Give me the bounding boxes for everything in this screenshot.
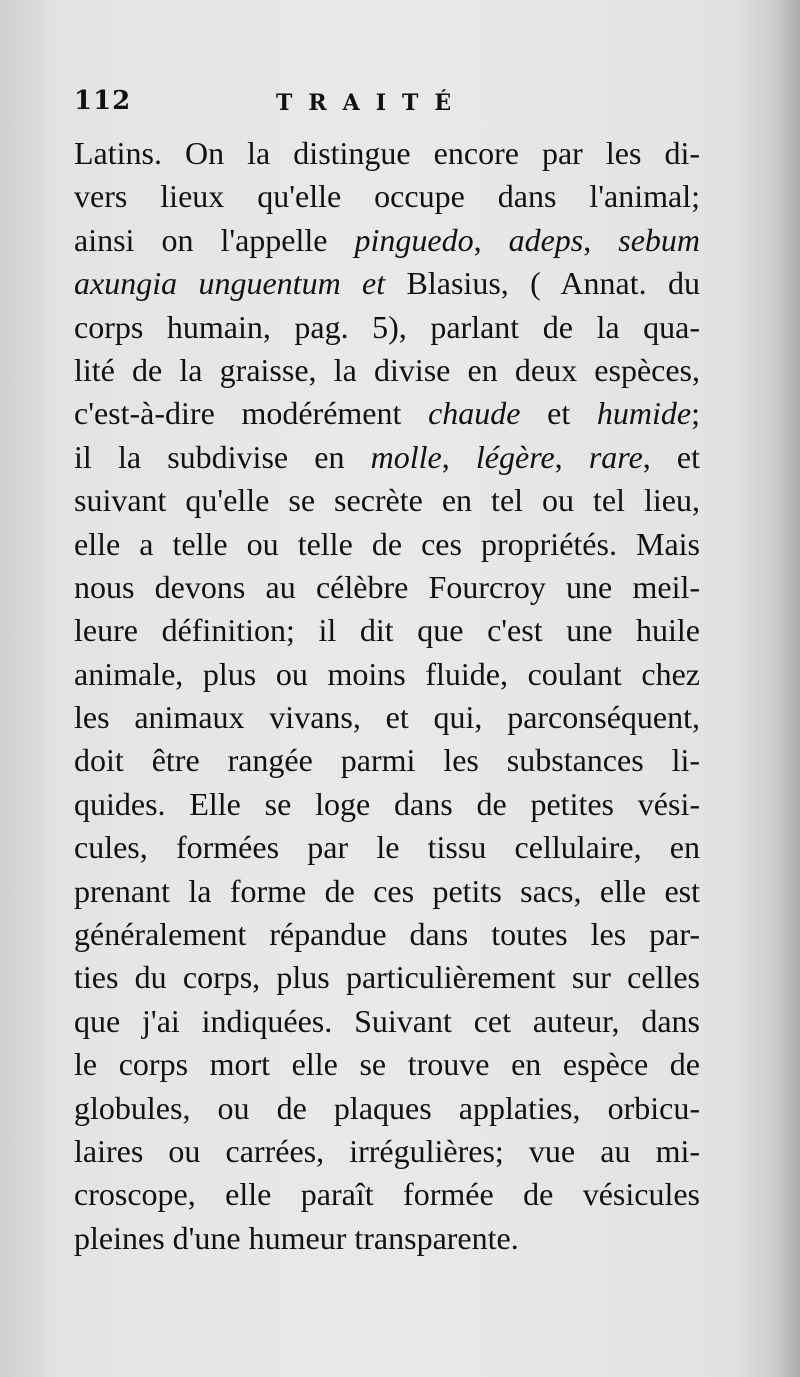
text-segment: leure définition; il dit que c'est une huile [74,612,700,649]
text-segment: Blasius, ( Annat. du [385,265,700,302]
text-segment: que j'ai indiquées. Suivant cet auteur, dans [74,1002,700,1039]
text-segment: le corps mort elle se trouve en espèce de [74,1046,700,1083]
text-line [74,436,700,479]
italic-text: axungia unguentum et [74,265,386,302]
text-segment: pleines d'une humeur transparente. [74,1219,519,1256]
text-line [74,349,700,392]
text-line [74,739,700,782]
text-line [74,392,700,435]
italic-text: molle [370,438,442,475]
text-segment: , [554,438,589,475]
text-segment: Latins. On la distingue encore par les di- [74,135,700,171]
text-segment: elle a telle ou telle de ces propriétés. Mais [74,525,700,562]
text-segment: cules, formées par le tissu cellulaire, en [74,829,700,866]
text-segment: il la subdivise en [74,438,371,475]
text-segment: lité de la graisse, la divise en deux espèces, [74,351,700,388]
text-line [74,479,700,522]
text-line [74,132,700,175]
text-segment: , [583,221,619,258]
text-segment: et [520,395,597,432]
text-segment: corps humain, pag. 5), parlant de la qua- [74,308,700,345]
text-line [74,1217,700,1260]
italic-text: humide [596,395,692,432]
text-segment: généralement répandue dans toutes les par- [74,916,700,953]
running-head: TRAITÉ [276,90,468,116]
italic-text: pinguedo [354,221,474,258]
text-line [74,653,700,696]
page-header [74,86,704,122]
text-segment: quides. Elle se loge dans de petites vési- [74,785,700,822]
text-segment: vers lieux qu'elle occupe dans l'animal; [74,178,700,215]
text-segment: suivant qu'elle se secrète en tel ou tel lieu, [74,482,700,519]
page-edge-shadow [778,0,800,1377]
italic-text: légère [475,438,555,475]
italic-text: chaude [428,395,521,432]
italic-text: adeps [508,221,584,258]
text-line [74,1130,700,1173]
text-line [74,523,700,566]
text-segment: globules, ou de plaques applaties, orbicu- [74,1089,700,1126]
text-segment: les animaux vivans, et qui, parconséquent, [74,699,700,736]
text-line [74,826,700,869]
text-segment: , et [642,438,700,475]
body-text [74,132,700,1260]
text-line [74,1000,700,1043]
text-line [74,1043,700,1086]
italic-text: rare [588,438,643,475]
text-line [74,1087,700,1130]
text-line [74,956,700,999]
text-line [74,696,700,739]
text-line [74,175,700,218]
text-segment: , [441,438,476,475]
italic-text: sebum [618,221,700,258]
text-segment: ainsi on l'appelle [74,221,355,258]
text-segment: nous devons au célèbre Fourcroy une meil- [74,568,700,605]
text-line [74,306,700,349]
text-line [74,219,700,262]
text-line [74,609,700,652]
page-number: 112 [74,86,132,116]
text-segment: laires ou carrées, irrégulières; vue au mi- [74,1132,700,1169]
text-segment: animale, plus ou moins fluide, coulant chez [74,655,700,692]
text-line [74,783,700,826]
text-segment: c'est-à-dire modérément [74,395,429,432]
text-line [74,913,700,956]
text-segment: croscope, elle paraît formée de vésicules [74,1176,700,1213]
text-segment: ; [691,395,700,432]
text-segment: ties du corps, plus particulièrement sur celles [74,959,700,996]
text-line [74,262,700,305]
text-line [74,870,700,913]
text-line [74,566,700,609]
text-line [74,1173,700,1216]
text-segment: doit être rangée parmi les substances li- [74,742,700,779]
text-segment: , [473,221,509,258]
text-segment: prenant la forme de ces petits sacs, elle est [74,872,700,909]
